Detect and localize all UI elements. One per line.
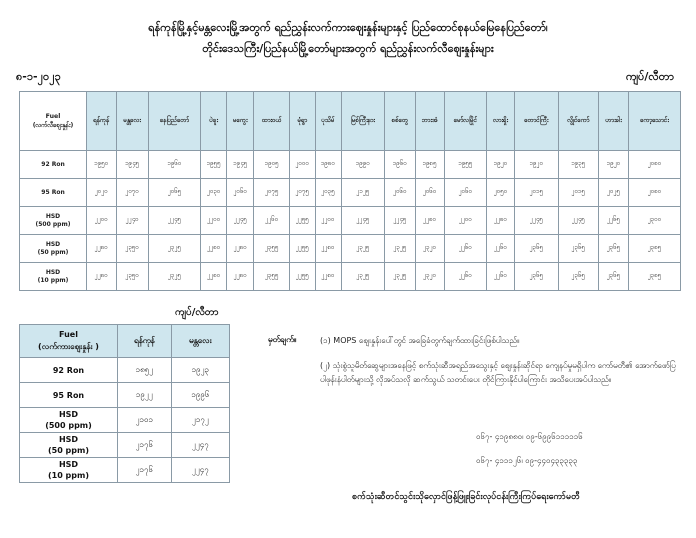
price-cell: ၂၂၆၀ xyxy=(444,235,486,263)
price-cell: ၂၀၃၀ xyxy=(201,179,227,207)
fuel-type-cell: HSD (10 ppm) xyxy=(20,458,118,483)
price-cell: ၁၉၂၀ xyxy=(599,151,629,179)
wholesale-price-table xyxy=(19,324,230,483)
price-cell: ၂၀၈၀ xyxy=(629,151,681,179)
price-cell: ၂၁၇၆ xyxy=(118,433,172,458)
price-cell: ၂၃၂၅ xyxy=(148,263,200,291)
fuel-type-cell: HSD (500 ppm) xyxy=(20,408,118,433)
price-cell: ၁၉၅၅ xyxy=(444,151,486,179)
price-cell: ၂၀၆၅ xyxy=(148,179,200,207)
price-cell: ၁၉၄၅ xyxy=(116,151,148,179)
price-cell: ၂၂၄၇ xyxy=(171,458,229,483)
price-cell: ၂၀၂၀ xyxy=(87,179,117,207)
price-cell: ၂၃၅၅ xyxy=(254,235,290,263)
wholesale-fuel-column-header: Fuel (လက်ကားဈေးနှုန်း ) xyxy=(20,325,118,358)
price-cell: ၂၂၈၀ xyxy=(315,263,341,291)
city-column-header: မန္တလေး xyxy=(116,92,148,151)
price-cell: ၂၂၆၀ xyxy=(487,235,515,263)
price-cell: ၂၁၂၅ xyxy=(341,179,385,207)
price-cell: ၂၂၈၀ xyxy=(487,207,515,235)
price-cell: ၂၀၇၅ xyxy=(254,179,290,207)
city-column-header: ကော့သောင်း xyxy=(629,92,681,151)
price-cell: ၂၂၆၅ xyxy=(599,207,629,235)
price-cell: ၂၂၀၀ xyxy=(315,207,341,235)
price-cell: ၂၀၆၀ xyxy=(385,179,415,207)
price-cell: ၂၂၄၅ xyxy=(341,207,385,235)
price-cell: ၁၉၂၃ xyxy=(171,358,229,383)
price-cell: ၂၃၆၅ xyxy=(599,263,629,291)
price-cell: ၂၂၅၅ xyxy=(290,263,315,291)
price-cell: ၂၃၂၅ xyxy=(148,235,200,263)
table-row xyxy=(20,179,681,207)
retail-price-table xyxy=(19,91,681,291)
price-cell: ၂၃၅၅ xyxy=(254,263,290,291)
fuel-type-cell: 95 Ron xyxy=(20,383,118,408)
table-row xyxy=(20,458,230,483)
price-cell: ၁၉၉၆ xyxy=(171,383,229,408)
phone-number-1: ၀၆၇- ၄၁၉၈၈၀၊ ၀၉-၆၉၉၆၁၁၁၁၁၆ xyxy=(476,432,583,441)
page-title-line1: ရန်ကုန်မြို့နှင့်မန္တလေးမြို့အတွက် ရည်ညွှန်းလက်ကားဈေးနှုန်းများနှင့် ပြည်ထောင်စုနယ်မြေနေပြည်တော်၊ xyxy=(148,21,548,34)
city-column-header: ထားဝယ် xyxy=(254,92,290,151)
price-cell: ၂၂၈၀ xyxy=(201,263,227,291)
price-cell: ၂၀၂၅ xyxy=(599,179,629,207)
price-cell: ၁၉၂၂ xyxy=(118,383,172,408)
city-column-header: လွိုင်ကော် xyxy=(558,92,598,151)
phone-number-2: ၀၆၇- ၄၁၁၁၂၆၊ ၀၉-၄၄၀၄၃၃၃၃၃ xyxy=(476,456,578,465)
city-column-header: နေပြည်တော် xyxy=(148,92,200,151)
price-cell: ၂၂၆၀ xyxy=(254,207,290,235)
price-cell: ၂၂၆၀ xyxy=(444,263,486,291)
city-column-header: မုံရွာ xyxy=(290,92,315,151)
price-cell: ၂၀၇၅ xyxy=(290,179,315,207)
fuel-type-cell: 92 Ron xyxy=(20,151,87,179)
price-cell: ၂၂၄၅ xyxy=(227,207,254,235)
price-cell: ၂၂၀၀ xyxy=(87,207,117,235)
price-cell: ၂၃၆၅ xyxy=(515,263,559,291)
date-label: ၈-၁-၂၀၂၃ xyxy=(16,70,61,83)
price-cell: ၂၀၁၅ xyxy=(558,179,598,207)
price-cell: ၁၉၆၀ xyxy=(385,151,415,179)
city-column-header: မြစ်ကြီးနား xyxy=(341,92,385,151)
price-cell: ၁၉၆၀ xyxy=(148,151,200,179)
table-row xyxy=(20,207,681,235)
price-cell: ၂၂၆၀ xyxy=(487,263,515,291)
city-column-header: ရန်ကုန် xyxy=(87,92,117,151)
price-cell: ၂၃၂၅ xyxy=(385,235,415,263)
price-cell: ၂၃၈၅ xyxy=(629,235,681,263)
price-cell: ၂၂၄၅ xyxy=(148,207,200,235)
fuel-type-cell: HSD (50 ppm) xyxy=(20,235,87,263)
price-cell: ၁၉၅၅ xyxy=(201,151,227,179)
price-cell: ၂၃၆၅ xyxy=(599,235,629,263)
price-cell: ၂၃၀၀ xyxy=(629,207,681,235)
price-cell: ၂၂၄၅ xyxy=(558,207,598,235)
city-column-header: ဟားခါး xyxy=(599,92,629,151)
price-cell: ၂၃၆၅ xyxy=(558,263,598,291)
price-cell: ၂၃၂၅ xyxy=(341,263,385,291)
unit-label: ကျပ်/လီတာ xyxy=(626,70,674,83)
price-cell: ၂၀၈၀ xyxy=(629,179,681,207)
table-row xyxy=(20,235,681,263)
price-cell: ၁၉၃၅ xyxy=(558,151,598,179)
price-cell: ၂၀၇၀ xyxy=(116,179,148,207)
price-cell: ၂၀၅၀ xyxy=(487,179,515,207)
fuel-type-cell: 95 Ron xyxy=(20,179,87,207)
notes-label: မှတ်ချက်။ xyxy=(268,335,297,344)
note-2: (၂) သုံးစွဲသူမိတ်ဆွေများအနေဖြင့် စက်သုံးဆီအရည်အသွေးနှင့် ဈေးနှုန်းဆိုင်ရာ ကျေနပ်မှုမရှိပါက ကော်မတီ၏ အောက်ဖော်ပြပါဖုန်းနံပါတ်များသို့ လိုအပ်သလို ဆက်သွယ် သတင်းပေး တိုင်ကြားနိုင်ပါကြောင်း အသိပေးအပ်ပါသည်။ xyxy=(320,361,676,384)
city-column-header: ပဲခူး xyxy=(201,92,227,151)
price-cell: ၁၉၈၅ xyxy=(415,151,444,179)
price-cell: ၂၀၆၀ xyxy=(444,179,486,207)
price-cell: ၁၉၄၅ xyxy=(227,151,254,179)
price-cell: ၂၂၈၀ xyxy=(227,263,254,291)
price-cell: ၂၀၆၀ xyxy=(227,179,254,207)
city-column-header: မန္တလေး xyxy=(171,325,229,358)
wholesale-unit-label: ကျပ်/လီတာ xyxy=(175,307,219,318)
price-cell: ၂၂၄၅ xyxy=(515,207,559,235)
price-cell: ၂၃၆၅ xyxy=(558,235,598,263)
price-cell: ၂၂၄၇ xyxy=(171,433,229,458)
price-cell: ၁၉၈၀ xyxy=(315,151,341,179)
price-cell: ၂၁၇၆ xyxy=(118,458,172,483)
price-cell: ၂၃၂၅ xyxy=(385,263,415,291)
city-column-header: ရန်ကုန် xyxy=(118,325,172,358)
price-cell: ၂၃၈၅ xyxy=(629,263,681,291)
price-cell: ၂၂၈၀ xyxy=(415,207,444,235)
fuel-type-cell: HSD (50 ppm) xyxy=(20,433,118,458)
price-cell: ၁၉၀၅ xyxy=(254,151,290,179)
price-cell: ၁၉၉၀ xyxy=(341,151,385,179)
price-cell: ၁၉၂၀ xyxy=(487,151,515,179)
price-cell: ၁၈၅၂ xyxy=(118,358,172,383)
committee-signature: စက်သုံးဆီတင်သွင်းသိုလှောင်ဖြန့်ဖြူးခြင်းလုပ်ငန်းကြီးကြပ်ရေးကော်မတီ xyxy=(352,492,580,502)
price-cell: ၂၀၃၅ xyxy=(315,179,341,207)
table-row xyxy=(20,383,230,408)
city-column-header: စစ်တွေ xyxy=(385,92,415,151)
table-row xyxy=(20,358,230,383)
price-cell: ၂၀၁၅ xyxy=(515,179,559,207)
price-cell: ၂၃၅၀ xyxy=(116,235,148,263)
city-column-header: မော်လမြိုင် xyxy=(444,92,486,151)
price-cell: ၂၂၄၀ xyxy=(116,207,148,235)
price-cell: ၂၂၈၀ xyxy=(227,235,254,263)
fuel-column-header: Fuel (လက်လီဈေးနှုန်း) xyxy=(20,92,87,151)
price-cell: ၂၁၀၁ xyxy=(118,408,172,433)
price-cell: ၂၃၂၅ xyxy=(341,235,385,263)
fuel-type-cell: 92 Ron xyxy=(20,358,118,383)
price-cell: ၂၂၅၅ xyxy=(290,207,315,235)
price-cell: ၂၂၀၀ xyxy=(201,207,227,235)
price-cell: ၂၂၅၅ xyxy=(290,235,315,263)
fuel-type-cell: HSD (10 ppm) xyxy=(20,263,87,291)
table-row xyxy=(20,151,681,179)
price-cell: ၂၃၆၅ xyxy=(515,235,559,263)
price-cell: ၂၂၈၀ xyxy=(87,263,117,291)
city-column-header: လားရှိုး xyxy=(487,92,515,151)
fuel-type-cell: HSD (500 ppm) xyxy=(20,207,87,235)
price-cell: ၁၉၅၀ xyxy=(87,151,117,179)
retail-table-header xyxy=(20,92,681,151)
table-row xyxy=(20,263,681,291)
city-column-header: မကွေး xyxy=(227,92,254,151)
city-column-header: တောင်ကြီး xyxy=(515,92,559,151)
price-cell: ၂၂၈၀ xyxy=(201,235,227,263)
price-cell: ၂၂၄၅ xyxy=(385,207,415,235)
table-row xyxy=(20,433,230,458)
city-column-header: ပုသိမ် xyxy=(315,92,341,151)
price-cell: ၂၂၀၀ xyxy=(444,207,486,235)
price-cell: ၂၃၂၀ xyxy=(415,235,444,263)
price-cell: ၂၂၈၀ xyxy=(87,235,117,263)
city-column-header: ဘားအံ xyxy=(415,92,444,151)
price-cell: ၂၀၆၀ xyxy=(415,179,444,207)
page-title-line2: တိုင်းဒေသကြီး/ပြည်နယ်မြို့တော်များအတွက် ရည်ညွှန်းလက်လီဈေးနှုန်းများ xyxy=(202,42,494,55)
price-cell: ၂၃၅၀ xyxy=(116,263,148,291)
price-cell: ၂၃၂၀ xyxy=(415,263,444,291)
price-cell: ၂၁၇၂ xyxy=(171,408,229,433)
price-cell: ၂၂၈၀ xyxy=(315,235,341,263)
wholesale-table-header xyxy=(20,325,230,358)
price-cell: ၂၀၀၀ xyxy=(290,151,315,179)
note-1: (၁) MOPS ဈေးနှုန်းပေါ်တွင် အခြေခံတွက်ချက်ထားခြင်းဖြစ်ပါသည်။ xyxy=(320,336,520,345)
table-row xyxy=(20,408,230,433)
price-cell: ၁၉၂၀ xyxy=(515,151,559,179)
